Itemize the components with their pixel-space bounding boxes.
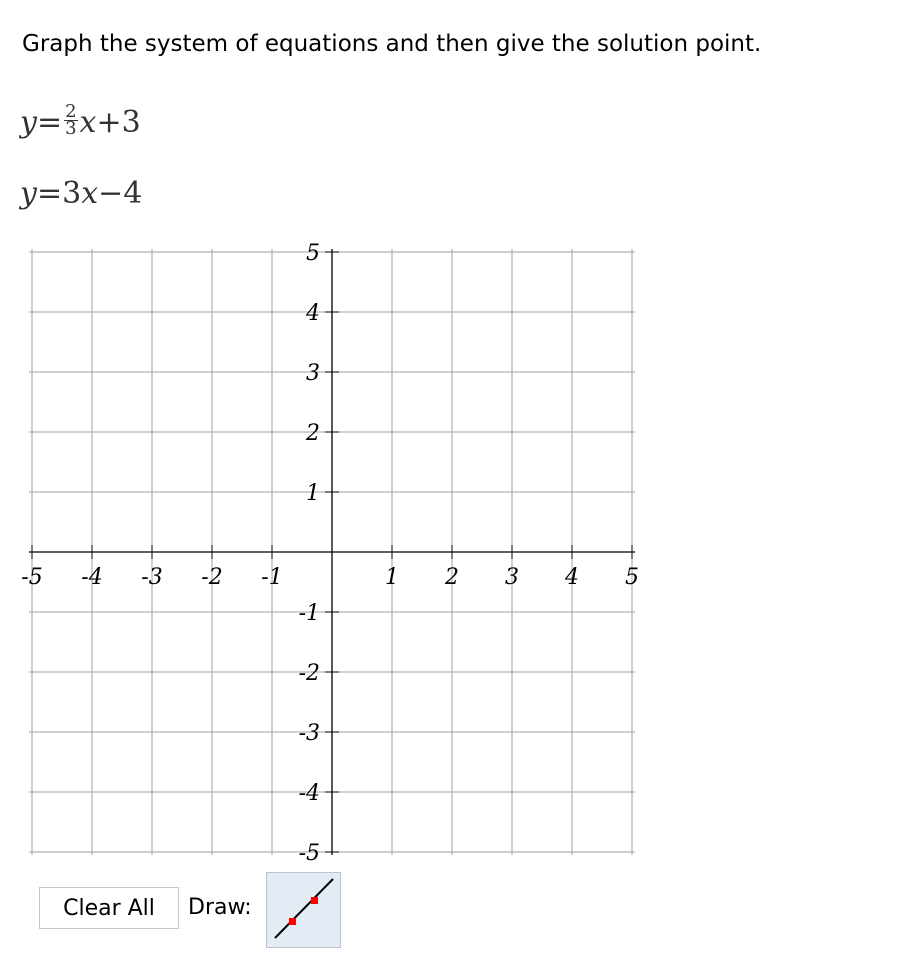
- eq2-var: x: [81, 176, 99, 211]
- y-axis-labels: [299, 241, 320, 866]
- eq1-rest: +3: [96, 105, 141, 140]
- x-axis-labels: [21, 565, 639, 590]
- line-tool-icon: [267, 873, 339, 946]
- x-tick-label: 3: [505, 565, 519, 590]
- eq1-numerator: 2: [65, 100, 77, 122]
- clear-all-button[interactable]: Clear All: [39, 887, 179, 929]
- line-tool-point-1: [289, 918, 296, 925]
- y-tick-label: 3: [306, 361, 320, 386]
- line-tool-point-2: [311, 897, 318, 904]
- instruction-text: Graph the system of equations and then give the solution point.: [22, 31, 762, 57]
- y-tick-label: 5: [306, 241, 320, 266]
- y-tick-label: -4: [298, 781, 320, 806]
- x-tick-label: 4: [565, 565, 579, 590]
- eq1-lhs: y: [20, 105, 37, 140]
- y-tick-label: -5: [298, 841, 320, 866]
- y-tick-label: 1: [306, 481, 320, 506]
- y-tick-label: -2: [298, 661, 320, 686]
- eq2-coef: 3: [62, 176, 82, 211]
- x-tick-label: -5: [21, 565, 43, 590]
- x-tick-label: 5: [625, 565, 639, 590]
- eq1-denominator: 3: [65, 117, 77, 139]
- axes: [29, 249, 635, 855]
- x-tick-label: -1: [261, 565, 283, 590]
- x-tick-label: -3: [141, 565, 163, 590]
- eq2-lhs: y: [20, 176, 37, 211]
- draw-label: Draw:: [188, 895, 252, 920]
- eq1-var: x: [79, 105, 97, 140]
- eq2-rest: −4: [98, 176, 143, 211]
- y-tick-label: 4: [306, 301, 320, 326]
- x-tick-label: 2: [445, 565, 459, 590]
- y-tick-label: -1: [298, 601, 320, 626]
- line-tool-button[interactable]: [266, 872, 341, 948]
- y-tick-label: 2: [306, 421, 320, 446]
- y-tick-label: -3: [298, 721, 320, 746]
- eq1-equals: =: [36, 105, 63, 140]
- x-tick-label: -4: [81, 565, 103, 590]
- x-tick-label: -2: [201, 565, 223, 590]
- x-tick-label: 1: [385, 565, 399, 590]
- eq2-equals: =: [36, 176, 63, 211]
